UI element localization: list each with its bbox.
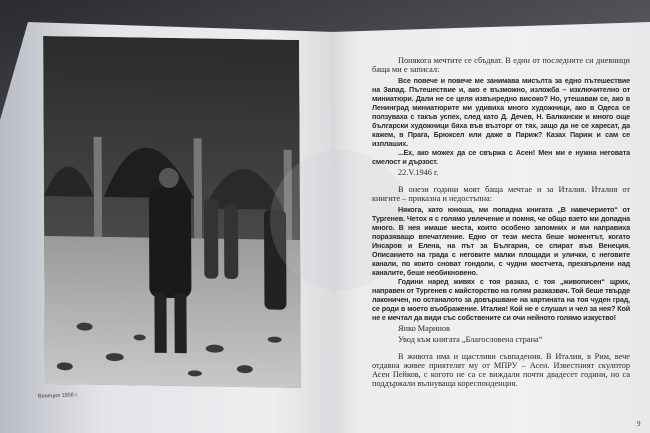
quote-author: Янко Маринов	[398, 324, 450, 333]
page-number: 9	[637, 420, 641, 428]
diary-quote-text-2: ...Ех, ако можех да се свържа с Асен! Мен ми е нужна неговата смелост и дързост.	[372, 148, 630, 166]
coincidence-paragraph: В живота има и щастливи съвпадения. В Италия, в Рим, вече отдавна живее приятелят му от МПРУ – Асен. Известният скулптор Асен Пейков, с когото не са се виждали почти двадесет години, но са поддържали вълнуваща кореспонденция.	[372, 352, 630, 388]
turgenev-quote-p2: Години наред живях с тоя разказ, с тоя „живописен“ щрих, направен от Тургенев с майсторство на голям разказвач. Той беше твърде лаконичен, но останалото за довършване на картината на тоя чуден град, се роди в моето въображение. Италия! Кой не е слушал и чел за нея? Кой не е мечтал да види със собствените си очи нейното голямо изкуство!	[372, 277, 630, 322]
venice-photo	[43, 36, 301, 388]
intro-paragraph: Понякога мечтите се сбъдват. В един от последните си дневници баща ми е записал:	[372, 56, 630, 74]
quote-source: Увод към книгата „Благословена страна“	[398, 335, 543, 344]
turgenev-quote	[372, 205, 630, 322]
photo-caption: Венеция 1958 г.	[37, 392, 79, 400]
right-page-text	[372, 56, 630, 390]
diary-date: 22.V.1946 г.	[398, 168, 439, 177]
diary-quote-text: Все повече и повече ме занимава мисълта за едно пътешествие на Запад. Пътешествие и, ако е възможно, изложба – изключително от миниатюри. Дали не се целя извънредно високо? Но, утешавам се, ако в Ленинград миниатюрите ми удивиха много художници, ако в Одеса се ползуваха с такъв успех, след като Д. Дечев, Н. Балкански и много още български художници бяха във възторг от тях, защо да не се харесат, да кажем, в Прага, Брюксел или даже в Париж? Казах Париж и сам се изплаших.	[372, 76, 630, 148]
turgenev-quote-p1: Някога, като юноша, ми попадна книгата „В навечерието“ от Тургенев. Четох я с голямо увлечение и помня, че общо взето ми допадна много. В нея имаше места, които особено запомних и ми направиха поразяващо впечатление. Едно от тези места беше моментът, когато Инсаров и Елена, на път за България, се спират във Венеция. Описанието на града с неговите малки площади и улички, с неговите канали, по които сноват гондоли, с чудни мостчета, прехвърлени над каналите, беше необикновено.	[372, 205, 630, 277]
diary-quote	[372, 76, 630, 166]
italy-paragraph: В онези години моят баща мечтае и за Италия. Италия от книгите – приказна и недостъпна:	[372, 185, 630, 203]
